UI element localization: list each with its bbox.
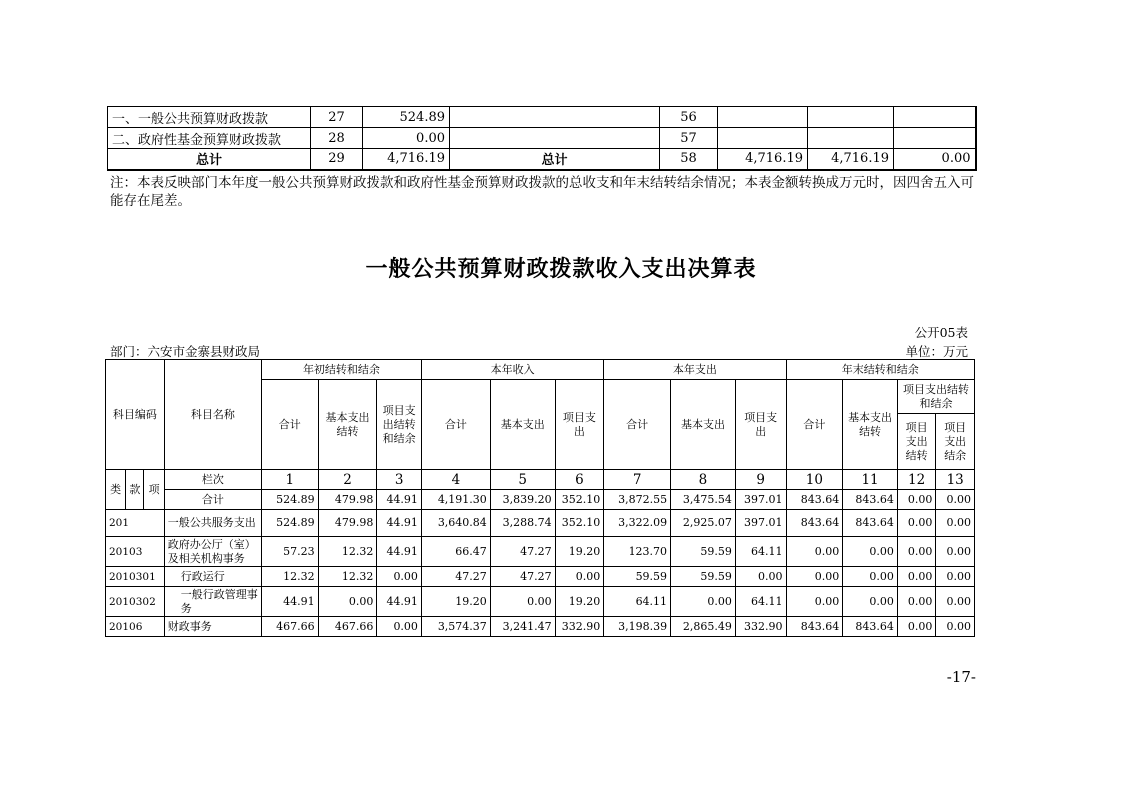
- col-number: 3: [377, 470, 422, 490]
- value-cell: 0.00: [377, 617, 422, 637]
- col-number: 9: [735, 470, 786, 490]
- value-cell: 397.01: [735, 510, 786, 537]
- total-cell: 0.00: [897, 490, 935, 510]
- col-number: 8: [671, 470, 736, 490]
- row-right-line: 58: [660, 149, 718, 170]
- subject-code: 201: [106, 510, 165, 537]
- total-cell: 0.00: [936, 490, 975, 510]
- col-number: 1: [261, 470, 318, 490]
- header-total: 合计: [604, 380, 671, 470]
- total-cell: 3,839.20: [490, 490, 555, 510]
- row-right-line: 57: [660, 128, 718, 149]
- table-row: [106, 587, 975, 617]
- row-c3: 0.00: [894, 149, 976, 170]
- header-total: 合计: [261, 380, 318, 470]
- data-rows: [106, 510, 975, 637]
- value-cell: 12.32: [318, 567, 377, 587]
- value-cell: 0.00: [843, 567, 898, 587]
- value-cell: 3,198.39: [604, 617, 671, 637]
- row-line: 27: [311, 107, 363, 128]
- table-row: [108, 107, 976, 128]
- value-cell: 0.00: [377, 567, 422, 587]
- row-right-line: 56: [660, 107, 718, 128]
- value-cell: 47.27: [490, 567, 555, 587]
- value-cell: 2,865.49: [671, 617, 736, 637]
- row-amount: 0.00: [363, 128, 450, 149]
- value-cell: 12.32: [261, 567, 318, 587]
- total-cell: 3,475.54: [671, 490, 736, 510]
- header-basic: 基本支出: [490, 380, 555, 470]
- row-c1: [718, 128, 808, 149]
- total-row: [106, 490, 975, 510]
- header-total: 合计: [421, 380, 490, 470]
- header-project: 项目支出: [555, 380, 604, 470]
- header-project-surplus: 项目支出结余: [936, 414, 975, 470]
- row-c2: [808, 107, 894, 128]
- summary-table: [107, 106, 977, 171]
- unit-label: 单位：万元: [905, 344, 968, 359]
- value-cell: 47.27: [490, 537, 555, 567]
- header-subgroup-project: 项目支出结转和结余: [897, 380, 974, 414]
- row-line: 28: [311, 128, 363, 149]
- value-cell: 524.89: [261, 510, 318, 537]
- value-cell: 0.00: [786, 567, 843, 587]
- index-row: [106, 470, 975, 490]
- subject-name: 政府办公厅（室）及相关机构事务: [164, 537, 261, 567]
- header-project-carry-short: 项目支出结转: [897, 414, 935, 470]
- header-group-end: 年末结转和结余: [786, 360, 974, 380]
- subject-name: 一般公共服务支出: [164, 510, 261, 537]
- value-cell: 0.00: [936, 587, 975, 617]
- total-label: 总计: [108, 149, 311, 170]
- value-cell: 843.64: [843, 510, 898, 537]
- header-lanci: 栏次: [164, 470, 261, 490]
- value-cell: 352.10: [555, 510, 604, 537]
- row-right-label: [450, 107, 660, 128]
- subject-name: 行政运行: [164, 567, 261, 587]
- total-row: [108, 149, 976, 170]
- value-cell: 12.32: [318, 537, 377, 567]
- value-cell: 843.64: [786, 510, 843, 537]
- value-cell: 0.00: [936, 567, 975, 587]
- row-c2: 4,716.19: [808, 149, 894, 170]
- header-basic: 基本支出: [671, 380, 736, 470]
- row-line: 29: [311, 149, 363, 170]
- value-cell: 0.00: [318, 587, 377, 617]
- subject-name: 财政事务: [164, 617, 261, 637]
- value-cell: 843.64: [843, 617, 898, 637]
- total-cell: 479.98: [318, 490, 377, 510]
- value-cell: 332.90: [735, 617, 786, 637]
- header-basic-carry: 基本支出结转: [318, 380, 377, 470]
- header-group-begin: 年初结转和结余: [261, 360, 421, 380]
- page-number: -17-: [946, 668, 976, 686]
- header-kuan: 款: [126, 470, 144, 510]
- header-project-carry: 项目支出结转和结余: [377, 380, 422, 470]
- value-cell: 3,241.47: [490, 617, 555, 637]
- header-row: [106, 360, 975, 380]
- department-label: 部门：六安市金寨县财政局: [110, 344, 261, 359]
- table-note: 注：本表反映部门本年度一般公共预算财政拨款和政府性基金预算财政拨款的总收支和年末结转结余情况；本表金额转换成万元时，因四舍五入可能存在尾差。: [110, 175, 974, 209]
- total-cell: 397.01: [735, 490, 786, 510]
- row-c1: [718, 107, 808, 128]
- subject-code: 20106: [106, 617, 165, 637]
- value-cell: 0.00: [843, 537, 898, 567]
- value-cell: 0.00: [671, 587, 736, 617]
- table-row: [106, 537, 975, 567]
- value-cell: 0.00: [897, 510, 935, 537]
- col-number: 12: [897, 470, 935, 490]
- total-cell: 352.10: [555, 490, 604, 510]
- table-row: [106, 567, 975, 587]
- value-cell: 47.27: [421, 567, 490, 587]
- row-amount: 524.89: [363, 107, 450, 128]
- table-row: [106, 510, 975, 537]
- total-cell: 4,191.30: [421, 490, 490, 510]
- header-total: 合计: [786, 380, 843, 470]
- row-c3: [894, 128, 976, 149]
- value-cell: 66.47: [421, 537, 490, 567]
- page-title: 一般公共预算财政拨款收入支出决算表: [365, 257, 757, 282]
- col-number: 7: [604, 470, 671, 490]
- header-group-income: 本年收入: [421, 360, 603, 380]
- value-cell: 19.20: [555, 537, 604, 567]
- value-cell: 44.91: [261, 587, 318, 617]
- total-right-label: 总计: [450, 149, 660, 170]
- value-cell: 64.11: [735, 537, 786, 567]
- header-subject-code: 科目编码: [106, 360, 165, 470]
- subject-code: 20103: [106, 537, 165, 567]
- row-c1: 4,716.19: [718, 149, 808, 170]
- value-cell: 44.91: [377, 537, 422, 567]
- row-label: 二、政府性基金预算财政拨款: [108, 128, 311, 149]
- subject-code: 2010302: [106, 587, 165, 617]
- col-number: 5: [490, 470, 555, 490]
- value-cell: 0.00: [897, 617, 935, 637]
- total-label: 合计: [164, 490, 261, 510]
- value-cell: 19.20: [555, 587, 604, 617]
- col-number: 2: [318, 470, 377, 490]
- row-c3: [894, 107, 976, 128]
- value-cell: 0.00: [735, 567, 786, 587]
- value-cell: 3,322.09: [604, 510, 671, 537]
- value-cell: 64.11: [604, 587, 671, 617]
- value-cell: 3,574.37: [421, 617, 490, 637]
- form-number: 公开05表: [914, 325, 968, 340]
- value-cell: 123.70: [604, 537, 671, 567]
- value-cell: 57.23: [261, 537, 318, 567]
- value-cell: 479.98: [318, 510, 377, 537]
- header-group-expense: 本年支出: [604, 360, 786, 380]
- value-cell: 0.00: [897, 567, 935, 587]
- header-subject-name: 科目名称: [164, 360, 261, 470]
- value-cell: 0.00: [786, 587, 843, 617]
- total-cell: 843.64: [843, 490, 898, 510]
- value-cell: 59.59: [604, 567, 671, 587]
- col-number: 11: [843, 470, 898, 490]
- total-cell: 44.91: [377, 490, 422, 510]
- row-right-label: [450, 128, 660, 149]
- row-label: 一、一般公共预算财政拨款: [108, 107, 311, 128]
- header-lei: 类: [106, 470, 126, 510]
- total-cell: 843.64: [786, 490, 843, 510]
- value-cell: 0.00: [936, 510, 975, 537]
- value-cell: 467.66: [318, 617, 377, 637]
- col-number: 10: [786, 470, 843, 490]
- value-cell: 64.11: [735, 587, 786, 617]
- total-cell: 524.89: [261, 490, 318, 510]
- value-cell: 332.90: [555, 617, 604, 637]
- value-cell: 59.59: [671, 537, 736, 567]
- value-cell: 59.59: [671, 567, 736, 587]
- value-cell: 467.66: [261, 617, 318, 637]
- value-cell: 0.00: [936, 617, 975, 637]
- value-cell: 3,288.74: [490, 510, 555, 537]
- value-cell: 0.00: [555, 567, 604, 587]
- value-cell: 0.00: [786, 537, 843, 567]
- value-cell: 0.00: [843, 587, 898, 617]
- value-cell: 0.00: [897, 537, 935, 567]
- value-cell: 3,640.84: [421, 510, 490, 537]
- header-basic-carry: 基本支出结转: [843, 380, 898, 470]
- header-xiang: 项: [144, 470, 164, 510]
- value-cell: 0.00: [936, 537, 975, 567]
- col-number: 6: [555, 470, 604, 490]
- header-project: 项目支出: [735, 380, 786, 470]
- subject-code: 2010301: [106, 567, 165, 587]
- table-row: [108, 128, 976, 149]
- value-cell: 44.91: [377, 510, 422, 537]
- total-cell: 3,872.55: [604, 490, 671, 510]
- table-row: [106, 617, 975, 637]
- value-cell: 0.00: [490, 587, 555, 617]
- col-number: 13: [936, 470, 975, 490]
- value-cell: 843.64: [786, 617, 843, 637]
- budget-table: [105, 359, 975, 637]
- row-c2: [808, 128, 894, 149]
- subject-name: 一般行政管理事务: [164, 587, 261, 617]
- value-cell: 44.91: [377, 587, 422, 617]
- col-number: 4: [421, 470, 490, 490]
- row-amount: 4,716.19: [363, 149, 450, 170]
- value-cell: 0.00: [897, 587, 935, 617]
- value-cell: 2,925.07: [671, 510, 736, 537]
- value-cell: 19.20: [421, 587, 490, 617]
